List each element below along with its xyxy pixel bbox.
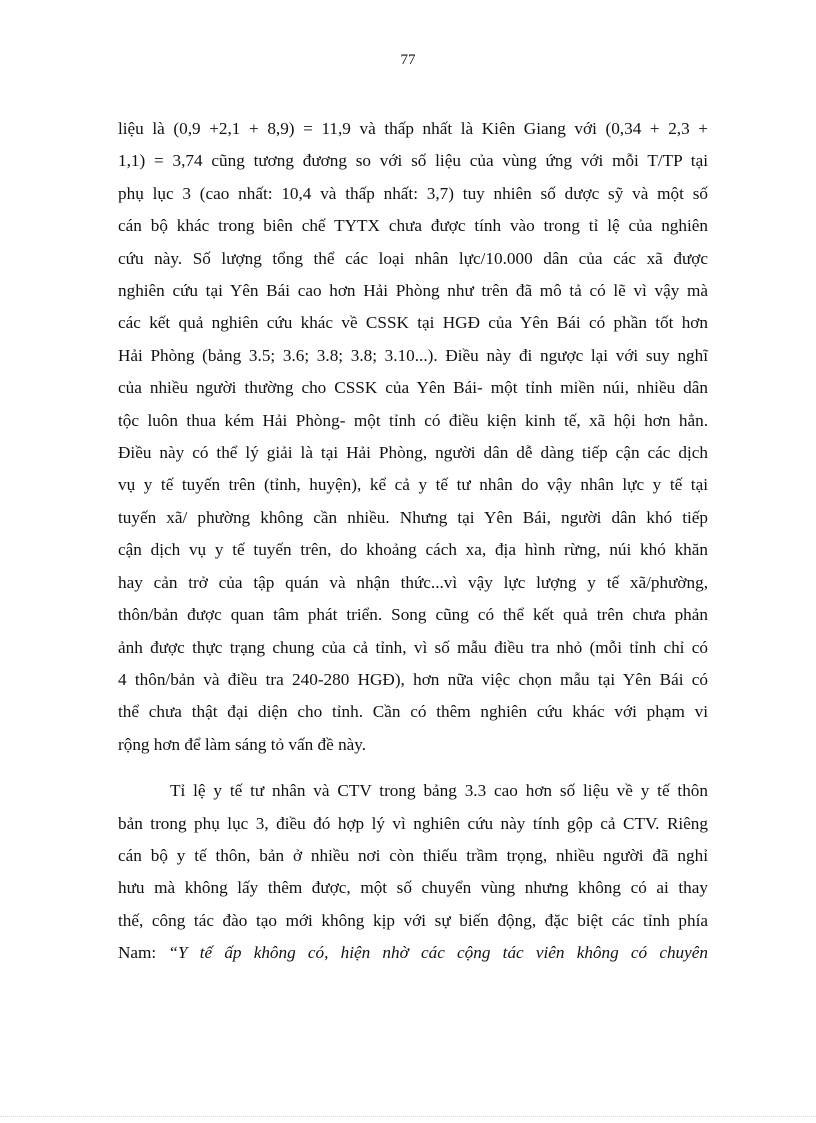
text-line: nghiên cứu tại Yên Bái cao hơn Hải Phòng như trên đã mô tả có lẽ vì vậy mà: [118, 281, 708, 301]
text-line: thể chưa thật đại diện cho tỉnh. Cần có thêm nghiên cứu khác với phạm vi: [118, 702, 708, 722]
italic-quote: “Y tế ấp không có, hiện nhờ các cộng tác viên không có chuyên: [168, 943, 708, 963]
text-line: tộc luôn thua kém Hải Phòng- một tỉnh có điều kiện kinh tế, xã hội hơn hẳn.: [118, 410, 708, 430]
text-line: cứu này. Số lượng tổng thể các loại nhân lực/10.000 dân của các xã được: [118, 248, 708, 268]
text-line: phụ lục 3 (cao nhất: 10,4 và thấp nhất: 3,7) tuy nhiên số dược sỹ và một số: [118, 183, 708, 203]
text-line: thôn/bản được quan tâm phát triển. Song cũng có thể kết quả trên chưa phản: [118, 605, 708, 625]
text-line: hay cản trở của tập quán và nhận thức...vì vậy lực lượng y tế xã/phường,: [118, 572, 708, 592]
page-number: 77: [400, 52, 416, 68]
text-line: 1,1) = 3,74 cũng tương đương so với số liệu của vùng ứng với mỗi T/TP tại: [118, 151, 708, 171]
text-line: cận dịch vụ y tế tuyến trên, do khoảng cách xa, địa hình rừng, núi khó khăn: [118, 540, 708, 560]
text-line: 4 thôn/bản và điều tra 240-280 HGĐ), hơn nữa việc chọn mẫu tại Yên Bái có: [118, 669, 708, 689]
text-line: cán bộ khác trong biên chế TYTX chưa được tính vào trong tỉ lệ của nghiên: [118, 216, 708, 236]
paragraph-2: [118, 775, 708, 969]
text-line: ảnh được thực trạng chung của cả tỉnh, vì số mẫu điều tra nhỏ (mỗi tỉnh chỉ có: [118, 637, 708, 657]
text-line: Hải Phòng (bảng 3.5; 3.6; 3.8; 3.8; 3.10...). Điều này đi ngược lại với suy nghĩ: [118, 345, 708, 365]
text-line: của nhiều người thường cho CSSK của Yên Bái- một tỉnh miền núi, nhiều dân: [118, 378, 708, 398]
text-line: các kết quả nghiên cứu khác về CSSK tại HGĐ của Yên Bái có phần tốt hơn: [118, 313, 708, 333]
text-line: rộng hơn để làm sáng tỏ vấn đề này.: [118, 734, 367, 754]
paragraph-1: [118, 113, 708, 761]
text-line-mixed: [118, 937, 708, 969]
page-bottom-divider: [0, 1116, 816, 1117]
text-line: bản trong phụ lục 3, điều đó hợp lý vì nghiên cứu này tính gộp cả CTV. Riêng: [118, 813, 708, 833]
paragraph-spacer: [118, 761, 708, 775]
text-line: Điều này có thể lý giải là tại Hải Phòng, người dân dễ dàng tiếp cận các dịch: [118, 443, 708, 463]
text-fragment: Nam:: [118, 943, 157, 963]
text-line: tuyến xã/ phường không cần nhiều. Nhưng tại Yên Bái, người dân khó tiếp: [118, 507, 708, 527]
text-line: vụ y tế tuyến trên (tỉnh, huyện), kể cả y tế tư nhân do vậy nhân lực y tế tại: [118, 475, 708, 495]
text-line: thế, công tác đào tạo mới không kịp với sự biến động, đặc biệt các tỉnh phía: [118, 910, 708, 930]
text-line: hưu mà không lấy thêm được, một số chuyển vùng nhưng không có ai thay: [118, 878, 708, 898]
text-line: liệu là (0,9 +2,1 + 8,9) = 11,9 và thấp nhất là Kiên Giang với (0,34 + 2,3 +: [118, 119, 708, 138]
text-line: cán bộ y tế thôn, bản ở nhiều nơi còn thiếu trầm trọng, nhiều người đã nghỉ: [118, 845, 708, 865]
text-line: Tỉ lệ y tế tư nhân và CTV trong bảng 3.3 cao hơn số liệu về y tế thôn: [170, 781, 708, 801]
body-text: [118, 113, 708, 970]
